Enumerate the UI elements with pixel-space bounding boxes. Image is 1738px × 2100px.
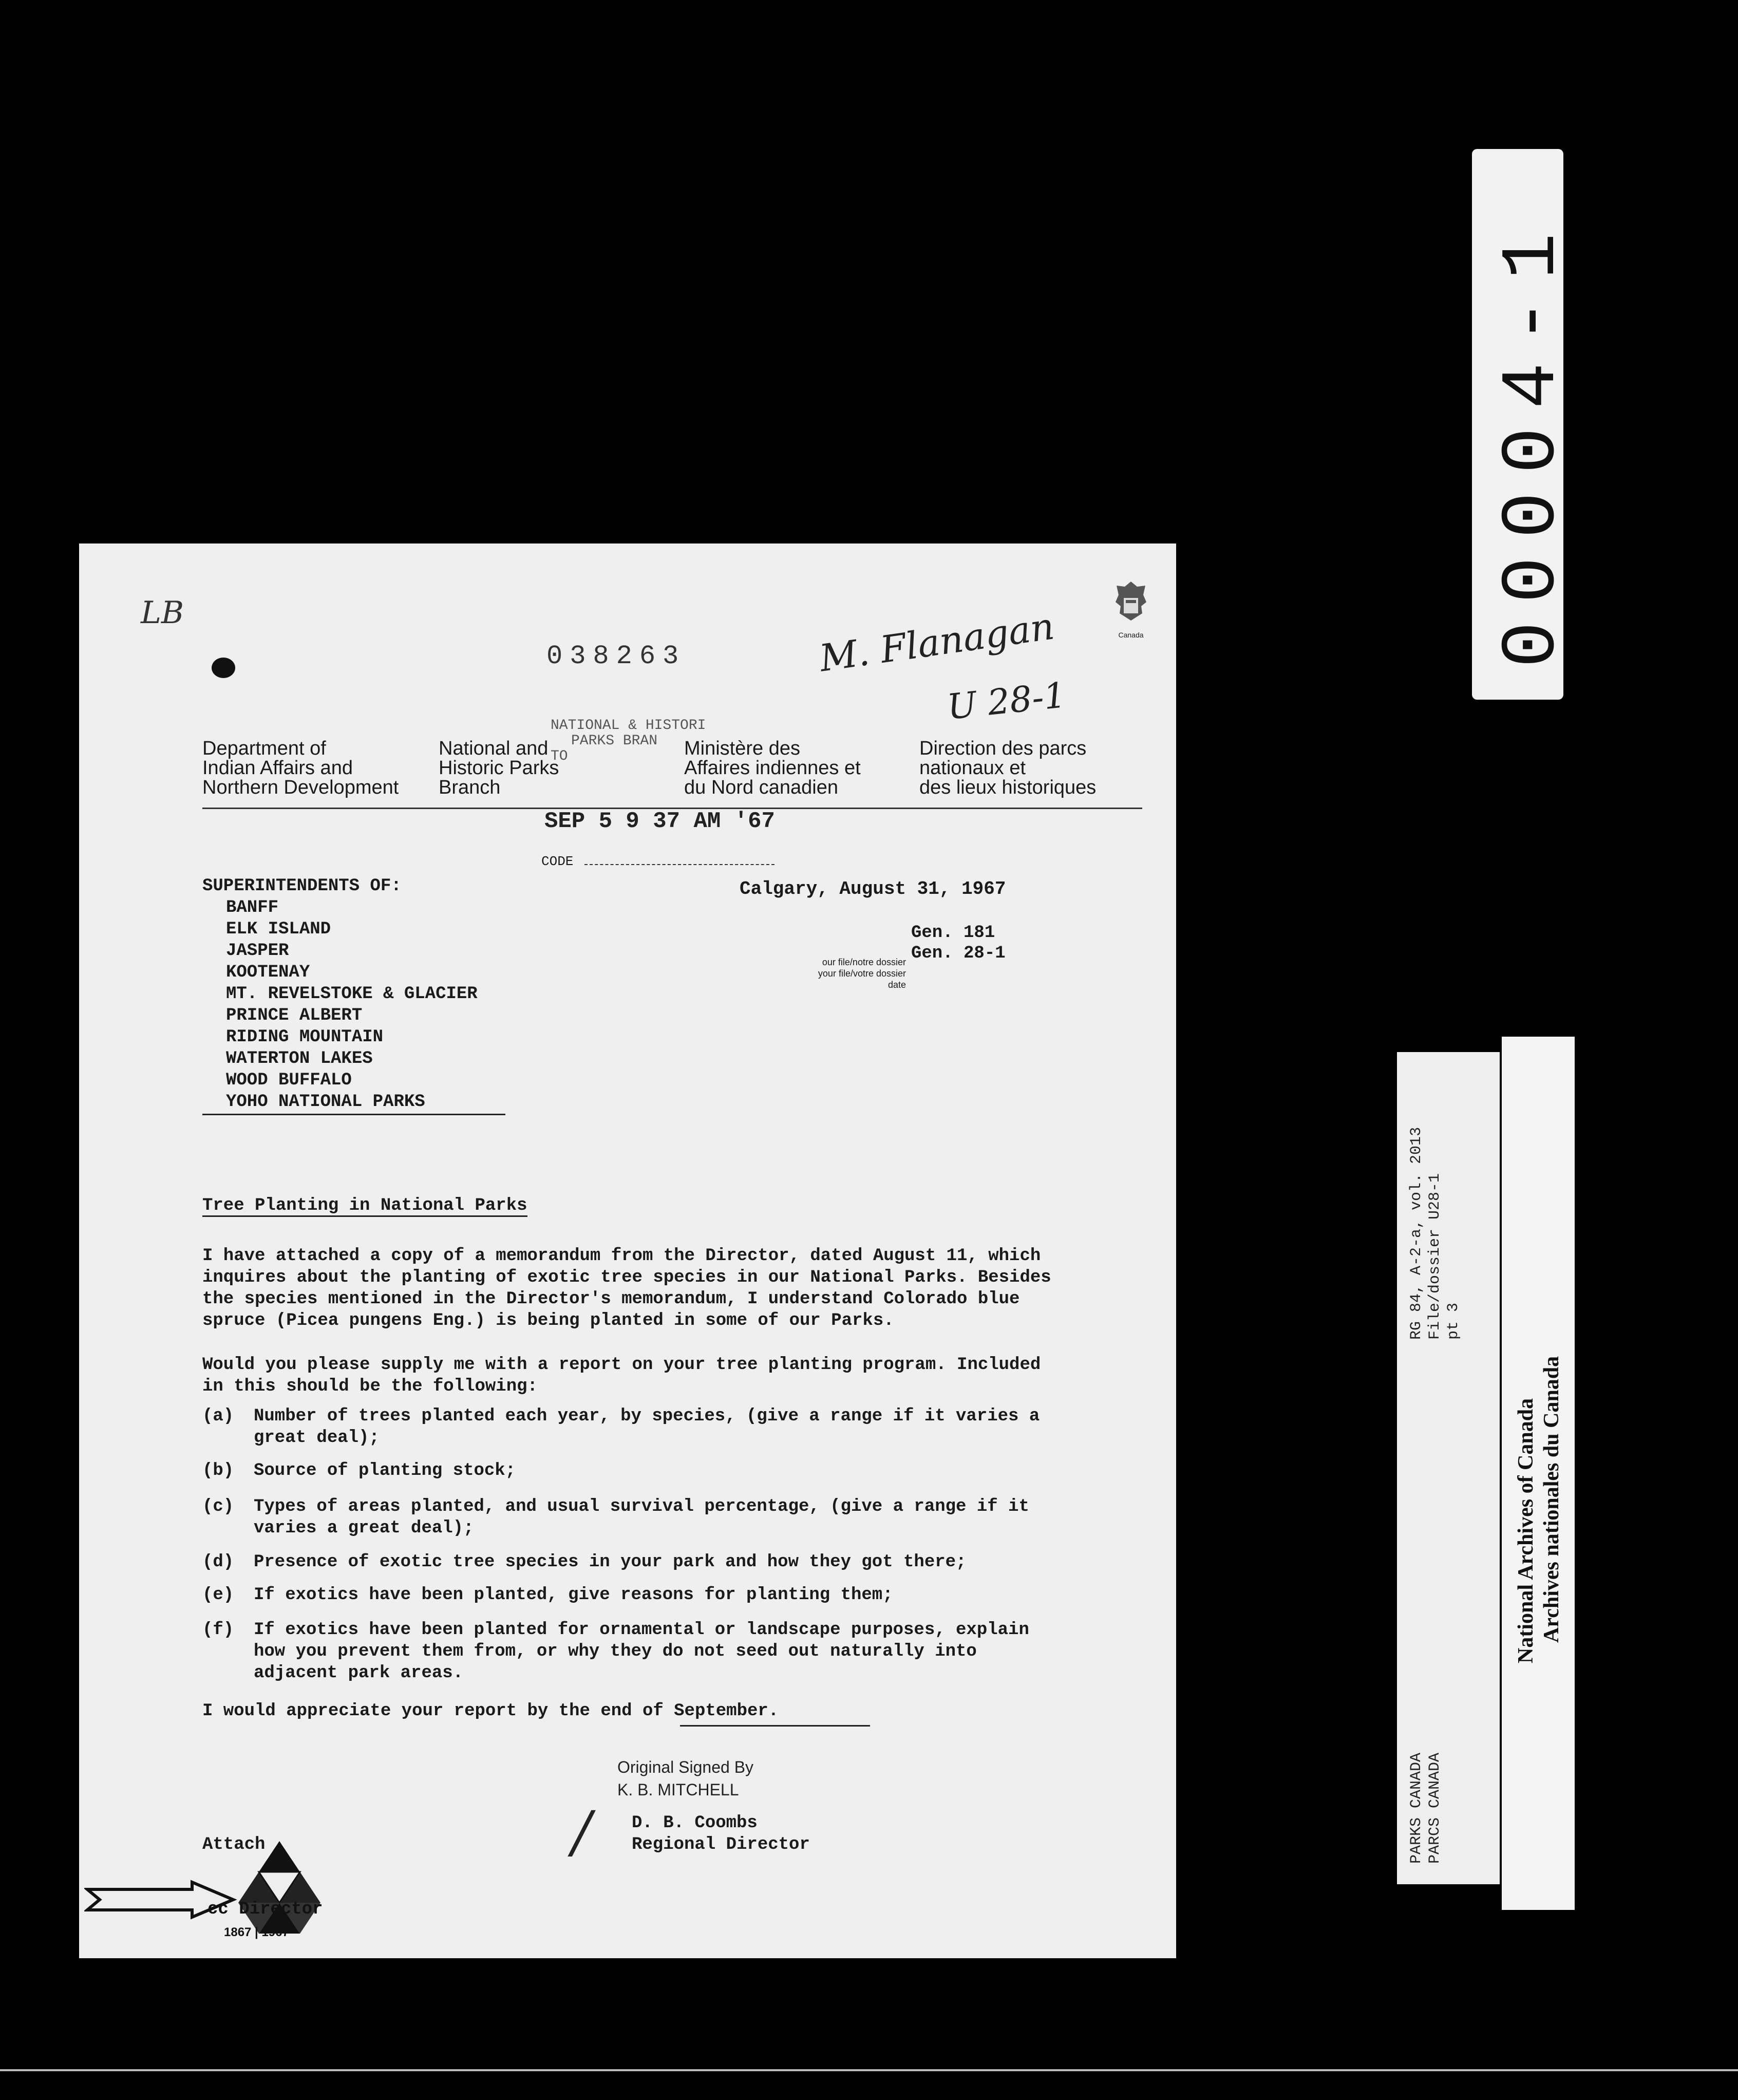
parks-canada-label xyxy=(1407,1753,1444,1864)
item-line: Presence of exotic tree species in your park and how they got there; xyxy=(254,1552,967,1572)
date-label: date xyxy=(887,980,906,990)
dept-en xyxy=(202,739,399,797)
addressee-heading: SUPERINTENDENTS OF: xyxy=(202,876,402,896)
handwritten-file-code: U 28-1 xyxy=(945,675,1068,728)
branch-en-line: Branch xyxy=(439,777,501,798)
park-name: YOHO NATIONAL PARKS xyxy=(226,1092,425,1112)
code-blank xyxy=(584,864,774,865)
archive-reference xyxy=(1407,1127,1463,1340)
item-line: varies a great deal); xyxy=(254,1518,474,1538)
our-file-label: our file/notre dossier xyxy=(822,957,906,967)
subject-line xyxy=(202,1195,527,1216)
scan-bottom-edge xyxy=(0,2069,1738,2071)
dept-en-line: Northern Development xyxy=(202,777,399,798)
centennial-years: 1867 | 1967 xyxy=(224,1925,289,1939)
national-archives-label xyxy=(1502,1037,1575,1910)
your-file-number: Gen. 28-1 xyxy=(911,944,1006,963)
reel-number-strip xyxy=(1472,149,1577,700)
item-letter: (a) xyxy=(202,1407,234,1426)
handwritten-initials: LB xyxy=(141,595,184,631)
centennial-logo xyxy=(223,1836,336,1939)
paragraph-2 xyxy=(202,1354,1041,1397)
memo-page xyxy=(79,543,1176,1958)
dept-fr xyxy=(684,739,861,797)
signature-stamp xyxy=(617,1756,753,1801)
paragraph-line: inquires about the planting of exotic tree species in our National Parks. Besides xyxy=(202,1268,1051,1287)
dept-en-line: Indian Affairs and xyxy=(202,757,353,779)
handwritten-signature: M. Flanagan xyxy=(817,604,1057,680)
paragraph-1 xyxy=(202,1245,1051,1332)
crest-label: Canada xyxy=(1118,631,1144,639)
park-name: BANFF xyxy=(226,898,279,917)
dept-en-line: Department of xyxy=(202,738,326,759)
signature-stamp-line: Original Signed By xyxy=(617,1758,754,1776)
crest-icon xyxy=(1110,579,1151,631)
item-letter: (d) xyxy=(202,1552,234,1572)
list-item-d xyxy=(202,1551,1178,1573)
branch-fr-line: nationaux et xyxy=(919,757,1026,779)
signature-stamp-name: K. B. MITCHELL xyxy=(617,1780,739,1799)
archives-name-en: National Archives of Canada xyxy=(1514,1398,1538,1663)
archive-ref-line: File/dossier U28-1 xyxy=(1426,1173,1444,1340)
dept-fr-line: Ministère des xyxy=(684,738,800,759)
park-name: RIDING MOUNTAIN xyxy=(226,1027,384,1047)
file-labels xyxy=(762,957,906,990)
dept-fr-line: du Nord canadien xyxy=(684,777,838,798)
subject-text: Tree Planting in National Parks xyxy=(202,1196,527,1217)
received-stamp-header xyxy=(551,718,706,764)
dept-fr-line: Affaires indiennes et xyxy=(684,757,861,779)
attach-note: Attach xyxy=(202,1835,266,1854)
item-line: If exotics have been planted for ornamental or landscape purposes, explain xyxy=(254,1620,1029,1640)
park-name: PRINCE ALBERT xyxy=(226,1006,363,1025)
date-received-stamp: SEP 5 9 37 AM '67 xyxy=(544,809,775,834)
paragraph-line: Would you please supply me with a report on your tree planting program. Included xyxy=(202,1355,1041,1375)
code-field xyxy=(541,854,774,869)
branch-fr-line: des lieux historiques xyxy=(919,777,1097,798)
list-item-f-cont xyxy=(202,1641,1178,1662)
archive-ref-line: pt 3 xyxy=(1445,1302,1462,1340)
place-date: Calgary, August 31, 1967 xyxy=(740,878,1006,899)
addressee-block xyxy=(202,875,478,1113)
file-numbers xyxy=(911,923,1006,964)
item-letter: (b) xyxy=(202,1461,234,1480)
item-line: If exotics have been planted, give reasons for planting them; xyxy=(254,1585,893,1605)
archives-name-fr: Archives nationales du Canada xyxy=(1540,1356,1563,1643)
park-name: WATERTON LAKES xyxy=(226,1049,373,1068)
list-item-a xyxy=(202,1405,1178,1427)
list-item-e xyxy=(202,1584,1178,1606)
list-item-f-cont xyxy=(202,1662,1178,1684)
stamp-line: TO xyxy=(551,748,568,764)
canada-crest xyxy=(1110,579,1151,641)
parks-label-en: PARKS CANADA xyxy=(1408,1752,1425,1864)
parks-label-fr: PARCS CANADA xyxy=(1426,1752,1444,1864)
park-name: JASPER xyxy=(226,941,289,961)
addressee-underline xyxy=(202,1114,505,1115)
handwritten-per-mark: / xyxy=(572,1799,592,1865)
park-name: WOOD BUFFALO xyxy=(226,1071,352,1090)
branch-fr-line: Direction des parcs xyxy=(919,738,1087,759)
closing-underline xyxy=(680,1725,870,1727)
signatory-title: Regional Director xyxy=(632,1835,810,1854)
centennial-triangle-icon xyxy=(223,1836,336,1939)
ink-blot xyxy=(212,658,235,678)
item-line: great deal); xyxy=(254,1428,380,1448)
item-line: Types of areas planted, and usual survival percentage, (give a range if it xyxy=(254,1497,1029,1516)
item-line: Source of planting stock; xyxy=(254,1461,516,1480)
reel-number: 00004-1 xyxy=(1489,214,1577,668)
list-item-c xyxy=(202,1496,1178,1517)
our-file-number: Gen. 181 xyxy=(911,923,995,943)
list-item-b xyxy=(202,1460,1178,1482)
park-name: KOOTENAY xyxy=(226,963,310,982)
list-item-a-cont xyxy=(202,1427,1178,1449)
paragraph-line: spruce (Picea pungens Eng.) is being planted in some of our Parks. xyxy=(202,1311,894,1330)
branch-en-line: National and xyxy=(439,738,549,759)
signatory-block xyxy=(632,1812,810,1855)
archive-ref-line: RG 84, A-2-a, vol. 2013 xyxy=(1408,1127,1425,1340)
paragraph-line: in this should be the following: xyxy=(202,1377,538,1396)
park-name: ELK ISLAND xyxy=(226,920,331,939)
branch-en-line: Historic Parks xyxy=(439,757,559,779)
list-item-c-cont xyxy=(202,1517,1178,1539)
file-stamp-number: 038263 xyxy=(546,641,686,671)
branch-en xyxy=(439,739,559,797)
item-line: how you prevent them from, or why they do not seed out naturally into xyxy=(254,1642,977,1661)
your-file-label: your file/votre dossier xyxy=(818,968,906,979)
branch-fr xyxy=(919,739,1096,797)
item-line: Number of trees planted each year, by species, (give a range if it varies a xyxy=(254,1407,1040,1426)
item-letter: (c) xyxy=(202,1497,234,1516)
code-label: CODE xyxy=(541,854,574,869)
stamp-line: PARKS BRAN xyxy=(571,733,658,749)
closing-sentence: I would appreciate your report by the end of September. xyxy=(202,1701,779,1721)
stamp-line: NATIONAL & HISTORI xyxy=(551,718,706,734)
cc-note: cc Director xyxy=(207,1900,323,1919)
national-archives-text xyxy=(1513,1356,1564,1663)
archives-reference-label xyxy=(1397,1052,1500,1884)
signatory-name: D. B. Coombs xyxy=(632,1813,758,1833)
item-line: adjacent park areas. xyxy=(254,1663,464,1683)
park-name: MT. REVELSTOKE & GLACIER xyxy=(226,984,478,1004)
item-letter: (e) xyxy=(202,1585,234,1605)
item-letter: (f) xyxy=(202,1620,234,1640)
list-item-f xyxy=(202,1619,1178,1641)
paragraph-line: I have attached a copy of a memorandum from the Director, dated August 11, which xyxy=(202,1246,1041,1266)
paragraph-line: the species mentioned in the Director's memorandum, I understand Colorado blue xyxy=(202,1289,1020,1309)
